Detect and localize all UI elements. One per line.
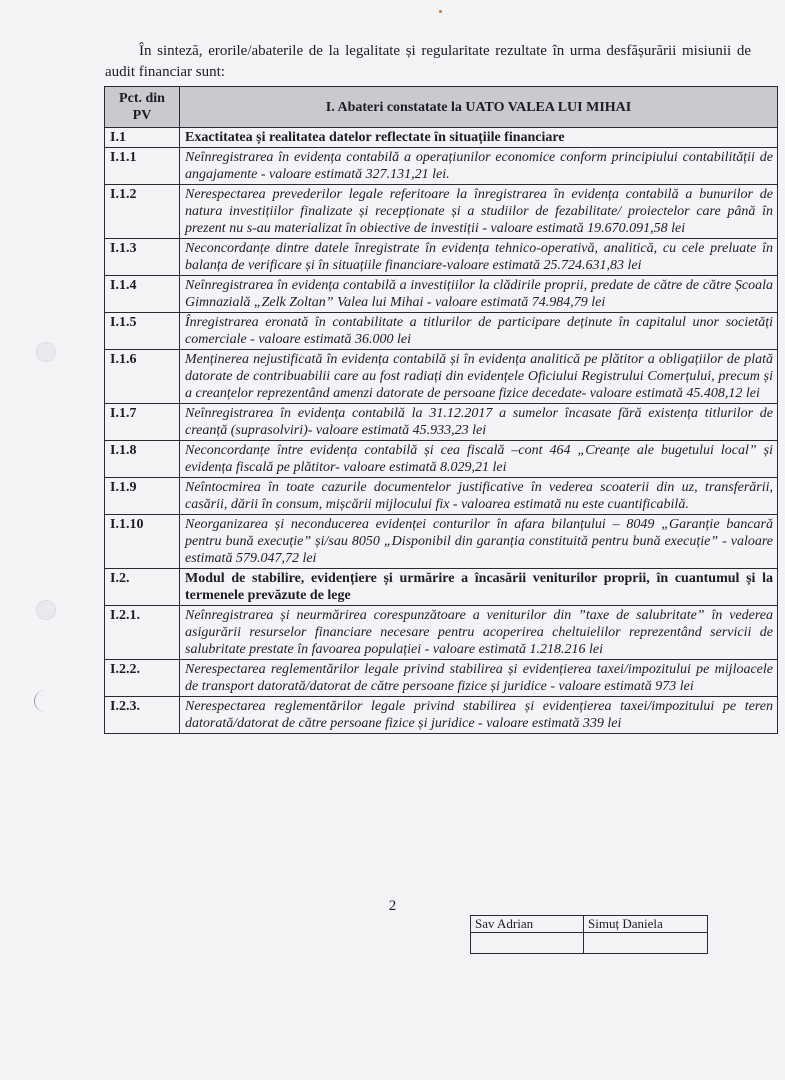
table-row xyxy=(105,660,778,697)
signature-name-2: Simuț Daniela xyxy=(584,916,708,933)
ink-dot xyxy=(439,10,442,13)
table-row xyxy=(105,478,778,515)
findings-table xyxy=(104,86,778,734)
punch-hole-middle xyxy=(36,600,56,620)
row-description: Modul de stabilire, evidențiere și urmărire a încasării veniturilor proprii, în cuantumul și la termenele prevăzute de lege xyxy=(180,569,778,606)
row-code: I.2.3. xyxy=(105,697,180,734)
table-row xyxy=(105,148,778,185)
row-code: I.2.2. xyxy=(105,660,180,697)
table-header-row xyxy=(105,87,778,128)
signature-space-2 xyxy=(584,933,708,954)
section-row xyxy=(105,128,778,148)
table-row xyxy=(105,441,778,478)
signature-blank-row xyxy=(471,933,708,954)
row-code: I.1 xyxy=(105,128,180,148)
signature-table xyxy=(470,915,708,954)
row-description: Neorganizarea și neconducerea evidenței conturilor în afara bilanțului – 8049 „Garanție bancară pentru bună execuție” și/sau 8050 „Disponibil din garanția constituită pentru bună execuție” - valoare estimată 579.047,72 lei xyxy=(180,515,778,569)
table-row xyxy=(105,404,778,441)
row-code: I.1.9 xyxy=(105,478,180,515)
row-code: I.1.2 xyxy=(105,185,180,239)
row-code: I.1.7 xyxy=(105,404,180,441)
row-description: Neînregistrarea în evidența contabilă a investițiilor la clădirile proprii, predate de către de către Școala Gimnazială „Zelk Zoltan” Valea lui Mihai - valoare estimată 74.984,79 lei xyxy=(180,276,778,313)
row-description: Neconcordanțe între evidența contabilă și cea fiscală –cont 464 „Creanțe ale bugetului local” și evidența fiscală pe plătitor- valoare estimată 8.029,21 lei xyxy=(180,441,778,478)
row-description: Menținerea nejustificată în evidența contabilă și în evidența analitică pe plătitor a obligațiilor de plată datorate de contribuabilii care au fost radiați din evidențele Oficiului Registrului Comerțului, precum și a creanțelor reprezentând amenzi datorate de persoane fizice decedate- valoare estimată 45.408,12 lei xyxy=(180,350,778,404)
row-description: Neîntocmirea în toate cazurile documentelor justificative în vederea scoaterii din uz, transferării, casării, dării în consum, mișcării mijlocului fix - valoarea estimată nu este cuantificabilă. xyxy=(180,478,778,515)
table-row xyxy=(105,313,778,350)
row-description: Neînregistrarea și neurmărirea corespunzătoare a veniturilor din ”taxe de salubritate” în vederea asigurării resurselor financiare necesare pentru acoperirea cheltuielilor reprezentând servicii de salubritate prestate în favoarea populației - valoare estimată 1.218.216 lei xyxy=(180,606,778,660)
punch-hole-top xyxy=(36,342,56,362)
row-description: Nerespectarea prevederilor legale referitoare la înregistrarea în evidența contabilă a bunurilor de natura investițiilor finalizate și recepționate și a studiilor de fezabilitate/ proiectelor care până în prezent nu s-au materializat în obiective de investiții - valoare estimată 19.670.091,58 lei xyxy=(180,185,778,239)
row-description: Înregistrarea eronată în contabilitate a titlurilor de participare deținute în capitalul unor societăți comerciale - valoare estimată 36.000 lei xyxy=(180,313,778,350)
header-code-cell: Pct. din PV xyxy=(105,87,180,128)
row-code: I.1.6 xyxy=(105,350,180,404)
signature-names-row xyxy=(471,916,708,933)
row-description: Neînregistrarea în evidența contabilă la 31.12.2017 a sumelor încasate fără existența titlurilor de creanță (suprasolviri)- valoare estimată 45.933,23 lei xyxy=(180,404,778,441)
row-description: Exactitatea și realitatea datelor reflectate în situațiile financiare xyxy=(180,128,778,148)
page-number: 2 xyxy=(388,898,397,914)
section-row xyxy=(105,569,778,606)
row-code: I.2.1. xyxy=(105,606,180,660)
row-description: Nerespectarea reglementărilor legale privind stabilirea și evidențierea taxei/impozitului pe teren datorată/datorat de către persoane fizice și juridice - valoare estimată 339 lei xyxy=(180,697,778,734)
intro-paragraph: În sinteză, erorile/abaterile de la legalitate și regularitate rezultate în urma desfășurării misiunii de audit financiar sunt: xyxy=(105,43,751,80)
row-description: Neconcordanțe dintre datele înregistrate în evidența tehnico-operativă, analitică, cu cele preluate în balanța de verificare și în situațiile financiare-valoare estimată 25.724.631,83 lei xyxy=(180,239,778,276)
row-code: I.1.8 xyxy=(105,441,180,478)
row-code: I.1.4 xyxy=(105,276,180,313)
table-body xyxy=(105,128,778,734)
row-code: I.1.1 xyxy=(105,148,180,185)
table-row xyxy=(105,515,778,569)
row-code: I.1.5 xyxy=(105,313,180,350)
row-code: I.1.10 xyxy=(105,515,180,569)
signature-space-1 xyxy=(471,933,584,954)
row-code: I.2. xyxy=(105,569,180,606)
table-row xyxy=(105,697,778,734)
header-title-cell: I. Abateri constatate la UATO VALEA LUI MIHAI xyxy=(180,87,778,128)
signature-name-1: Sav Adrian xyxy=(471,916,584,933)
table-row xyxy=(105,606,778,660)
table-row xyxy=(105,350,778,404)
table-row xyxy=(105,239,778,276)
row-description: Nerespectarea reglementărilor legale privind stabilirea și evidențierea taxei/impozitului pe mijloacele de transport datorată/datorat de către persoane fizice și juridice - valoare estimată 973 lei xyxy=(180,660,778,697)
table-row xyxy=(105,276,778,313)
row-description: Neînregistrarea în evidența contabilă a operațiunilor economice conform principiului contabilității de angajamente - valoare estimată 327.131,21 lei. xyxy=(180,148,778,185)
table-row xyxy=(105,185,778,239)
row-code: I.1.3 xyxy=(105,239,180,276)
punch-hole-edge xyxy=(34,690,49,712)
